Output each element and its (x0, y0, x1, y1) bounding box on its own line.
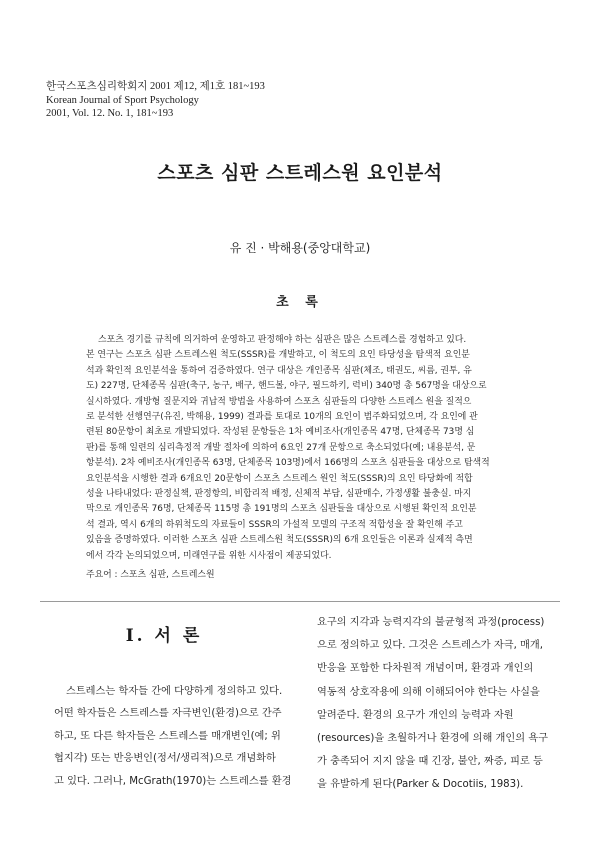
abstract-line: 스포츠 경기를 규칙에 의거하여 운영하고 판정해야 하는 심판은 많은 스트레스를 경험하고 있다. (98, 335, 467, 345)
keywords: 주요어 : 스포츠 심판, 스트레스원 (86, 570, 215, 580)
abstract-line: 에서 각각 논의되었으며, 미래연구를 위한 시사점이 제공되었다. (86, 550, 332, 561)
journal-info-volume: 2001, Vol. 12. No. 1, 181~193 (46, 108, 174, 119)
section-divider (40, 601, 560, 602)
journal-info-korean: 한국스포츠심리학회지 2001 제12, 제1호 181~193 (46, 81, 265, 92)
journal-info-english: Korean Journal of Sport Psychology (46, 94, 199, 106)
abstract-line: 도) 227명, 단체종목 심판(축구, 농구, 배구, 핸드볼, 야구, 필드하키, 럭비) 340명 총 567명을 대상으로 (86, 381, 487, 392)
abstract-line: 로 분석한 선행연구(유진, 박해용, 1999) 결과를 토대로 10개의 요인이 범주화되었으며, 각 요인에 관 (86, 412, 478, 423)
abstract-line: 요인분석을 시행한 결과 6개요인 20문항이 스포츠 스트레스 원인 척도(SSSR)의 요인 타당화에 적합 (86, 473, 473, 484)
journal-info (46, 80, 306, 121)
abstract-line: 련된 80문항이 최초로 개발되었다. 작성된 문항들은 1차 예비조사(개인종목 47명, 단체종목 73명 심 (86, 427, 475, 438)
body-line: 요구의 지각과 능력지각의 불균형적 과정(process) (317, 617, 545, 628)
abstract-heading: 초 록 (276, 295, 324, 310)
authors: 유 진 · 박해용(중앙대학교) (229, 241, 371, 255)
abstract-line: 본 연구는 스포츠 심판 스트레스원 척도(SSSR)를 개발하고, 이 척도의 요인 타당성을 탐색적 요인분 (86, 350, 470, 361)
abstract (86, 333, 522, 564)
body-line: 을 유발하게 된다(Parker & Docotiis, 1983). (317, 779, 524, 791)
abstract-line: 판)를 통해 일련의 심리측정적 개발 절차에 의하여 6요인 27개 문항으로 축소되었다(예; 내용분석, 문 (86, 442, 476, 453)
abstract-line: 항분석). 2차 예비조사(개인종목 63명, 단체종목 103명)에서 166명의 스포츠 심판들을 대상으로 탐색적 (86, 458, 490, 469)
abstract-line: 석 결과, 역시 6개의 하위척도의 자료들이 SSSR의 가설적 모델의 구조적 적합성을 잘 확인해 주고 (86, 519, 463, 530)
abstract-line: 석과 확인적 요인분석을 통하여 검증하였다. 연구 대상은 개인종목 심판(체조, 태권도, 씨름, 권투, 유 (86, 365, 472, 376)
body-line: 으로 정의하고 있다. 그것은 스트레스가 자극, 매개, (317, 640, 543, 652)
abstract-line: 실시하였다. 개방형 질문지와 귀납적 방법을 사용하여 스포츠 심판들의 다양한 스트레스 원을 질적으 (86, 396, 472, 407)
body-line: 가 충족되어 지지 않을 때 긴장, 불안, 짜증, 피로 등 (317, 756, 543, 768)
section-heading: I. 서 론 (125, 626, 203, 646)
body-line: 고 있다. 그러나, McGrath(1970)는 스트레스를 환경 (54, 775, 292, 787)
body-line: (resources)을 초월하거나 환경에 의해 개인의 욕구 (317, 733, 548, 745)
body-line: 반응을 포함한 다차원적 개념이며, 환경과 개인의 (317, 663, 534, 675)
abstract-line: 성을 나타내었다: 판정실책, 판정항의, 비합리적 배정, 신체적 부담, 심판매수, 가정생활 불충실. 마지 (86, 489, 472, 500)
body-line: 협지각) 또는 반응변인(정서/생리적)으로 개념화하 (54, 753, 276, 765)
right-column (317, 611, 563, 797)
body-line: 역동적 상호작용에 의해 이해되어야 한다는 사실을 (317, 686, 540, 698)
body-line: 알려준다. 환경의 요구가 개인의 능력과 자원 (317, 709, 514, 721)
paper-title: 스포츠 심판 스트레스원 요인분석 (157, 162, 443, 184)
abstract-line: 막으로 개인종목 76명, 단체종목 115명 총 191명의 스포츠 심판들을 대상으로 시행된 확인적 요인분 (86, 504, 477, 515)
left-column (54, 681, 300, 793)
body-line: 하고, 또 다른 학자들은 스트레스를 매개변인(예; 위 (54, 730, 281, 742)
abstract-line: 있음을 증명하였다. 이러한 스포츠 심판 스트레스원 척도(SSSR)의 6개 요인들은 이론과 실제적 측면 (86, 535, 473, 546)
body-line: 어떤 학자들은 스트레스를 자극변인(환경)으로 간주 (54, 708, 282, 720)
body-line: 스트레스는 학자들 간에 다양하게 정의하고 있다. (66, 686, 283, 697)
